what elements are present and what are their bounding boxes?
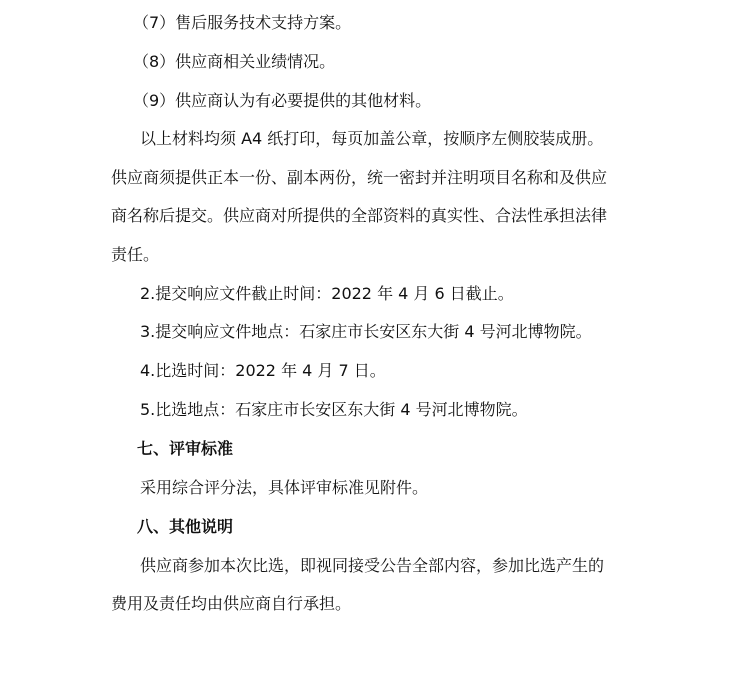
paragraph-line: 商名称后提交。供应商对所提供的全部资料的真实性、合法性承担法律 [111,206,608,225]
numbered-item: 2.提交响应文件截止时间：2022 年 4 月 6 日截止。 [140,284,514,303]
paragraph-line: 采用综合评分法，具体评审标准见附件。 [140,478,429,497]
paragraph-line: 责任。 [111,245,160,264]
paragraph-line: 供应商参加本次比选，即视同接受公告全部内容，参加比选产生的 [140,556,605,575]
paragraph-line: 费用及责任均由供应商自行承担。 [111,594,352,613]
list-item: （8）供应商相关业绩情况。 [133,52,336,71]
list-item: （7）售后服务技术支持方案。 [133,13,352,32]
list-item: （9）供应商认为有必要提供的其他材料。 [133,91,432,110]
section-heading: 八、其他说明 [137,517,234,536]
numbered-item: 4.比选时间：2022 年 4 月 7 日。 [140,361,386,380]
numbered-item: 5.比选地点：石家庄市长安区东大街 4 号河北博物院。 [140,400,528,419]
section-heading: 七、评审标准 [137,439,234,458]
numbered-item: 3.提交响应文件地点：石家庄市长安区东大街 4 号河北博物院。 [140,322,592,341]
paragraph-line: 以上材料均须 A4 纸打印，每页加盖公章，按顺序左侧胶装成册。 [140,129,604,148]
paragraph-line: 供应商须提供正本一份、副本两份，统一密封并注明项目名称和及供应 [111,168,608,187]
